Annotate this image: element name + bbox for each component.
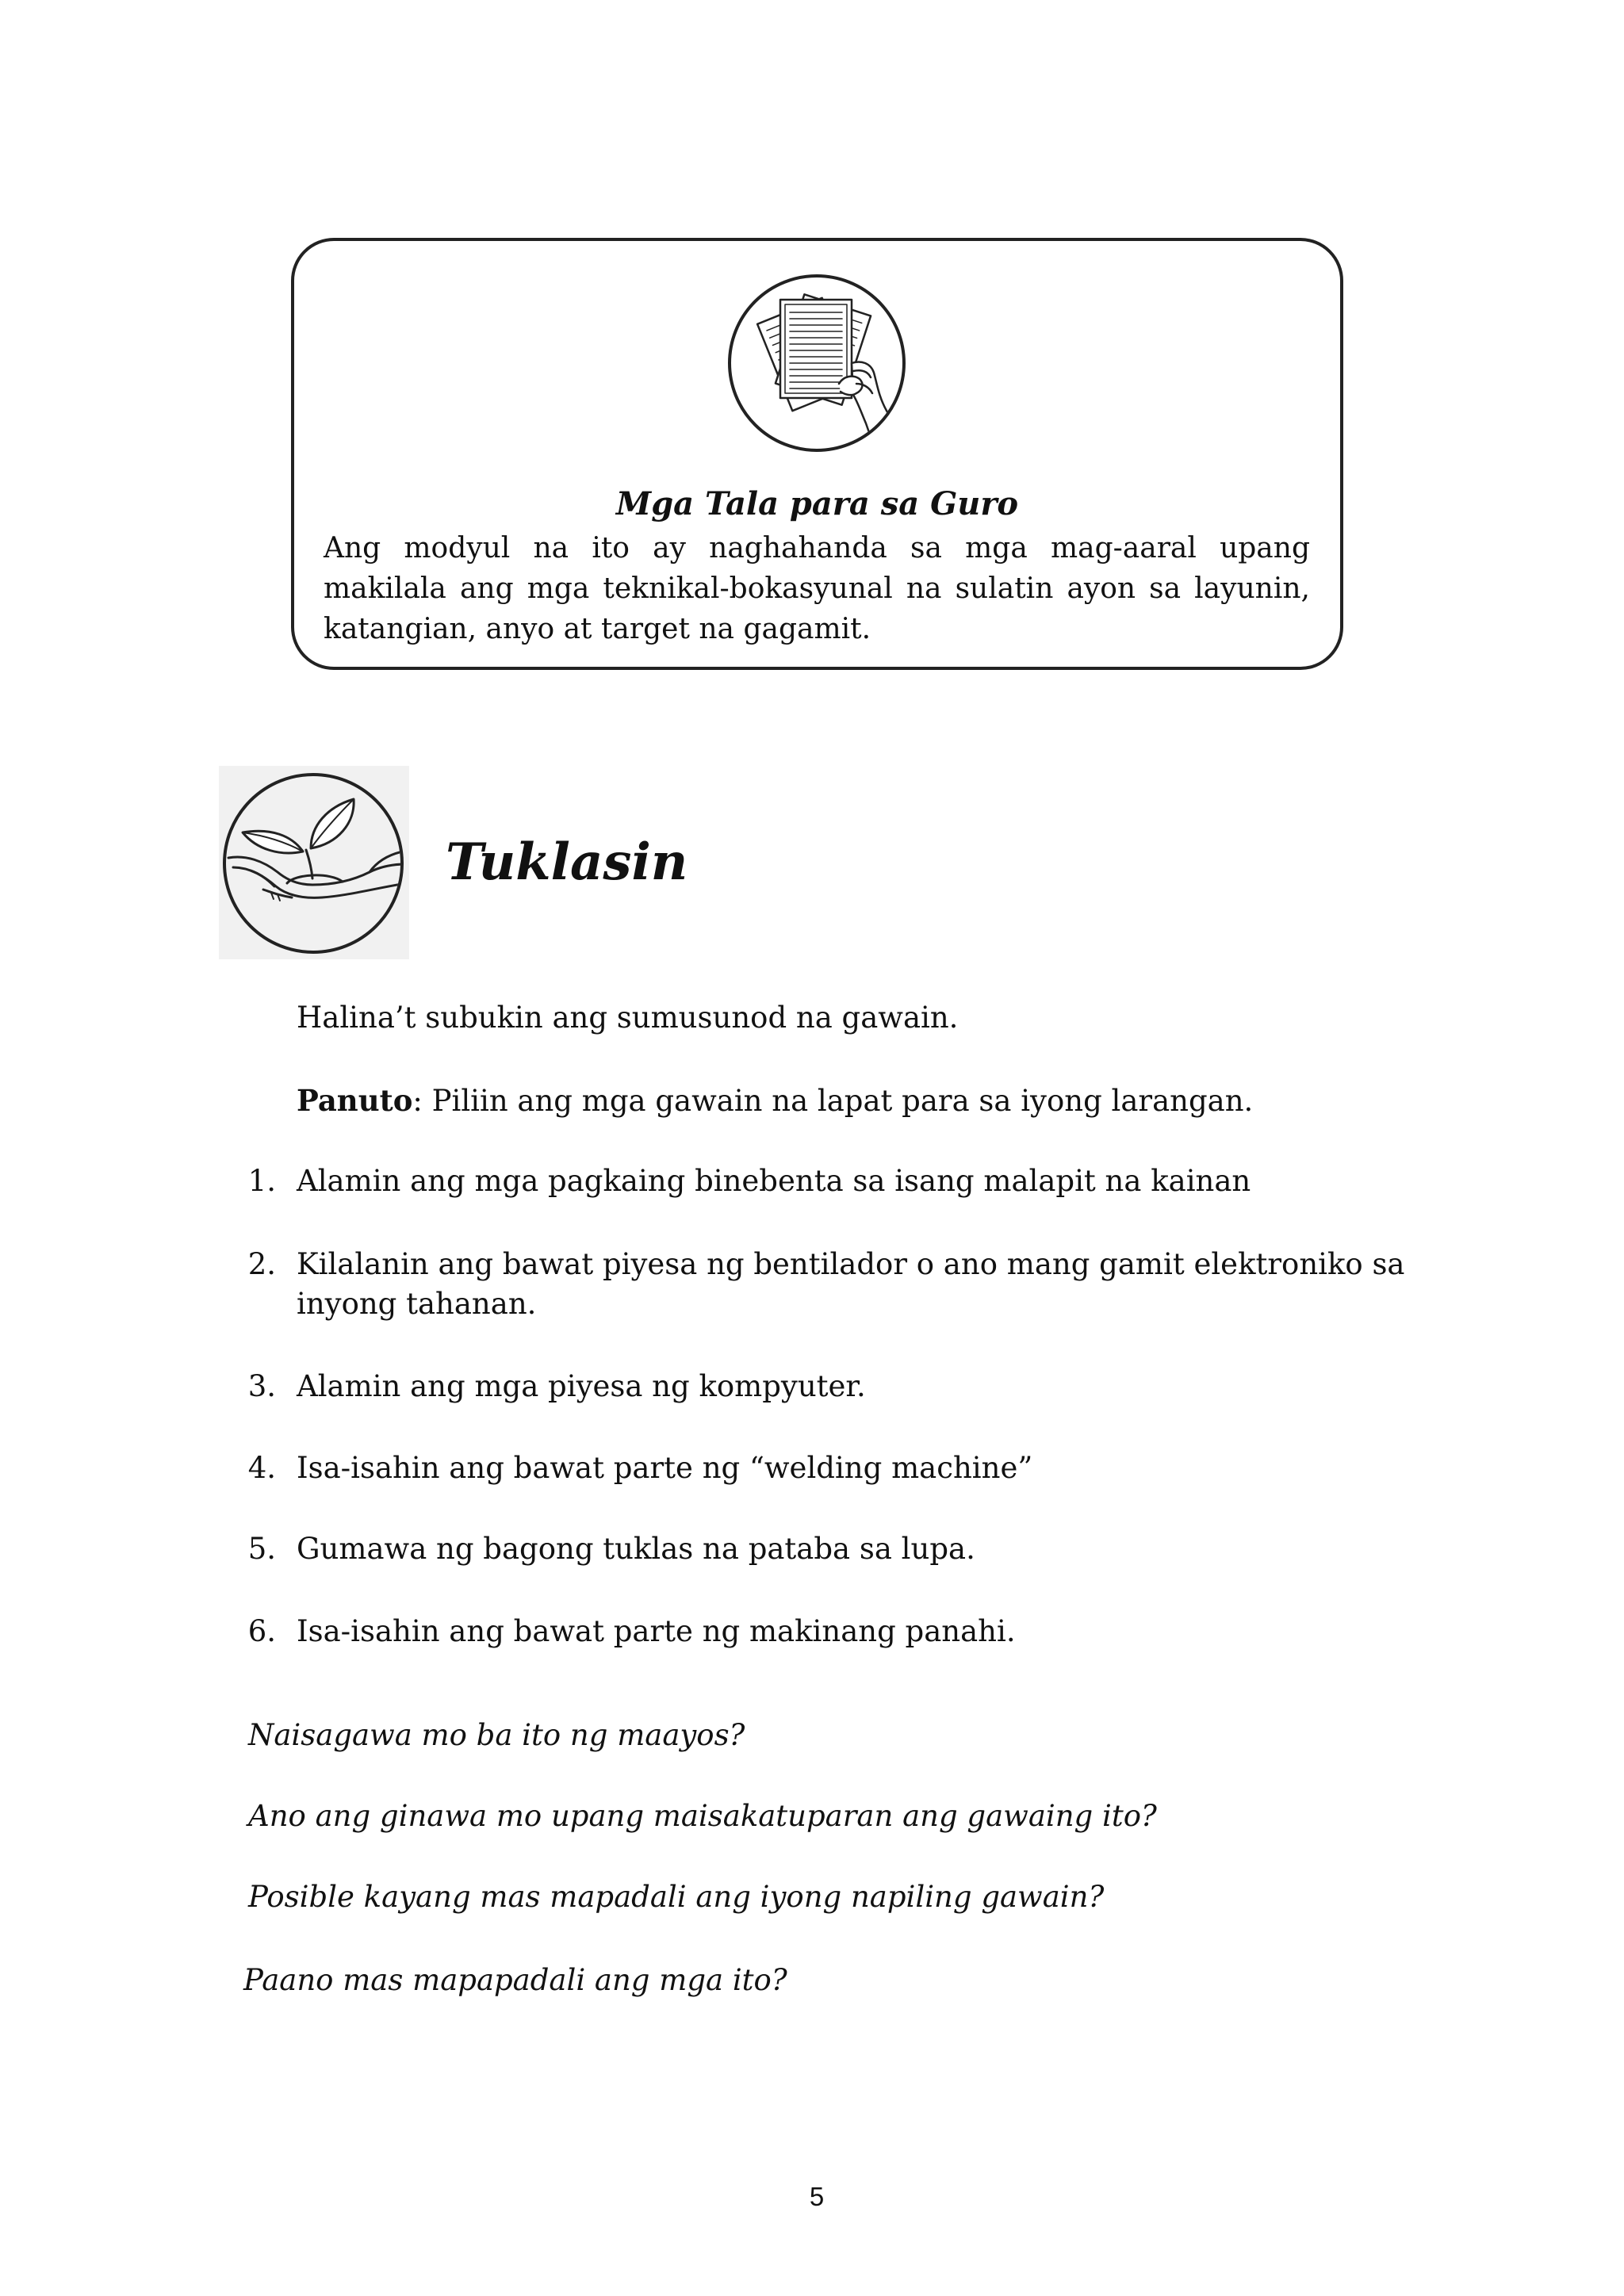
task-text: Isa-isahin ang bawat parte ng makinang panahi. [297,1614,1016,1648]
task-text: Alamin ang mga piyesa ng kompyuter. [297,1369,866,1403]
task-item [0,1448,1624,1528]
reflection-question: Naisagawa mo ba ito ng maayos? [248,1718,745,1752]
task-number: 5. [247,1532,276,1566]
task-item [0,1529,1624,1609]
teacher-note-line: Ang modyul na ito ay naghahanda sa mga mag-aaral upang [324,532,1310,564]
task-number: 2. [247,1247,276,1281]
teacher-note-paragraph [324,528,1310,649]
task-item [0,1161,1624,1241]
teacher-note-line: makilala ang mga teknikal-bokasyunal na sulatin ayon sa layunin, [324,572,1310,605]
task-item [0,1367,1624,1446]
instruction-text [297,1081,1253,1121]
instruction-body: : Piliin ang mga gawain na lapat para sa iyong larangan. [412,1084,1254,1118]
task-item [0,1245,1624,1324]
teacher-note-line: katangian, anyo at target na gagamit. [324,613,871,645]
papers-in-hand-icon [722,268,912,458]
task-number: 4. [247,1451,276,1485]
task-number: 1. [247,1164,276,1198]
task-item [0,1612,1624,1691]
task-number: 6. [247,1614,276,1648]
seedling-in-hands-icon [219,766,409,959]
teacher-note-title: Mga Tala para sa Guro [615,485,1019,522]
intro-text: Halina’t subukin ang sumusunod na gawain. [297,1001,959,1035]
reflection-question: Paano mas mapapadali ang mga ito? [243,1963,787,1997]
instruction-label: Panuto [297,1083,413,1118]
task-number: 3. [247,1369,276,1403]
task-text: Gumawa ng bagong tuklas na pataba sa lupa. [297,1532,975,1566]
task-text: Alamin ang mga pagkaing binebenta sa isang malapit na kainan [297,1164,1251,1198]
reflection-question: Ano ang ginawa mo upang maisakatuparan ang gawaing ito? [248,1799,1157,1833]
task-text: Kilalanin ang bawat piyesa ng bentilador o ano mang gamit elektroniko sa inyong tahanan. [297,1247,1405,1321]
section-title: Tuklasin [446,832,688,892]
teacher-note-box [291,238,1343,670]
reflection-question: Posible kayang mas mapadali ang iyong napiling gawain? [248,1880,1105,1914]
page-number: 5 [809,2182,825,2211]
task-text: Isa-isahin ang bawat parte ng “welding machine” [297,1451,1033,1485]
